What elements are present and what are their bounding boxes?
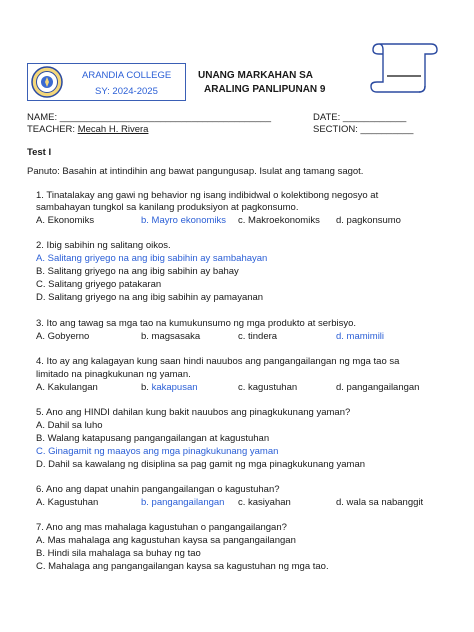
answer-option: A. Dahil sa luho [36, 420, 103, 431]
date-row [313, 112, 406, 123]
answer-option: d. pangangailangan [336, 382, 420, 393]
section-row [313, 124, 413, 135]
answer-option: D. Dahil sa kawalang ng disiplina sa pag gamit ng mga pinagkukunang yaman [36, 459, 366, 470]
answer-option-selected: A. Salitang griyego na ang ibig sabihin ay sambahayan [36, 253, 268, 264]
option-letter: b. [141, 382, 152, 393]
teacher-name: Mecah H. Rivera [77, 124, 149, 135]
name-row [27, 112, 271, 123]
answer-option: D. Salitang griyego na ang ibig sabihin ay pamayanan [36, 292, 264, 303]
answer-option-selected: d. mamimili [336, 331, 385, 342]
answer-option: b. magsasaka [141, 331, 201, 342]
school-year: SY: 2024-2025 [95, 86, 158, 97]
test-label: Test I [27, 147, 52, 158]
question-text: 4. Ito ay ang kalagayan kung saan hindi nauubos ang pangangailangan ng mga tao sa [36, 356, 400, 367]
question-text: 3. Ito ang tawag sa mga tao na kumukunsumo ng mga produkto at serbisyo. [36, 318, 357, 329]
answer-option: C. Salitang griyego patakaran [36, 279, 162, 290]
answer-option: B. Walang katapusang pangangailangan at kagustuhan [36, 433, 270, 444]
answer-option: B. Hindi sila mahalaga sa buhay ng tao [36, 548, 201, 559]
question-text: limitado na pinagkukunan ng yaman. [36, 369, 191, 380]
exam-title-line2: ARALING PANLIPUNAN 9 [204, 84, 326, 95]
teacher-label: TEACHER: [27, 124, 76, 135]
question-text: 6. Ano ang dapat unahin pangangailangan o kagustuhan? [36, 484, 280, 495]
section-field[interactable]: __________ [360, 124, 414, 135]
instructions: Panuto: Basahin at intindihin ang bawat pangungusap. Isulat ang tamang sagot. [27, 166, 364, 177]
teacher-row [27, 124, 148, 135]
name-label: NAME: [27, 112, 58, 123]
answer-option-selected: b. pangangailangan [141, 497, 225, 508]
option-answer-text: kakapusan [151, 382, 198, 393]
answer-option-selected: b. Mayro ekonomiks [141, 215, 227, 226]
question-text: 7. Ano ang mas mahalaga kagustuhan o pangangailangan? [36, 522, 287, 533]
question-text: 1. Tinatalakay ang gawi ng behavior ng isang indibidwal o kolektibong negosyo at [36, 190, 379, 201]
school-seal-icon [31, 66, 63, 98]
answer-option: A. Kagustuhan [36, 497, 99, 508]
answer-option: C. Mahalaga ang pangangailangan kaysa sa kagustuhan ng mga tao. [36, 561, 329, 572]
answer-option: A. Mas mahalaga ang kagustuhan kaysa sa pangangailangan [36, 535, 296, 546]
answer-option: d. wala sa nabanggit [336, 497, 424, 508]
answer-option-selected [141, 382, 198, 393]
question-text: 2. Ibig sabihin ng salitang oikos. [36, 240, 171, 251]
answer-option: c. Makroekonomiks [238, 215, 320, 226]
answer-option: c. kasiyahan [238, 497, 291, 508]
school-name: ARANDIA COLLEGE [82, 70, 172, 81]
answer-option: A. Gobyerno [36, 331, 90, 342]
scroll-score-icon [369, 38, 441, 96]
name-field[interactable]: ________________________________________ [59, 112, 272, 123]
answer-option: d. pagkonsumo [336, 215, 401, 226]
answer-option: B. Salitang griyego na ang ibig sabihin ay bahay [36, 266, 239, 277]
answer-option: c. kagustuhan [238, 382, 298, 393]
date-field[interactable]: ____________ [342, 112, 407, 123]
question-text: 5. Ano ang HINDI dahilan kung bakit nauubos ang pinagkukunang yaman? [36, 407, 351, 418]
answer-option: A. Ekonomiks [36, 215, 95, 226]
date-label: DATE: [313, 112, 341, 123]
exam-title-line1: UNANG MARKAHAN SA [198, 70, 313, 81]
answer-option-selected: C. Ginagamit ng maayos ang mga pinagkukunang yaman [36, 446, 279, 457]
question-text: sambahayan tungkol sa kanilang produksiyon at pagkonsumo. [36, 202, 299, 213]
section-label: SECTION: [313, 124, 358, 135]
answer-option: c. tindera [238, 331, 278, 342]
answer-option: A. Kakulangan [36, 382, 98, 393]
